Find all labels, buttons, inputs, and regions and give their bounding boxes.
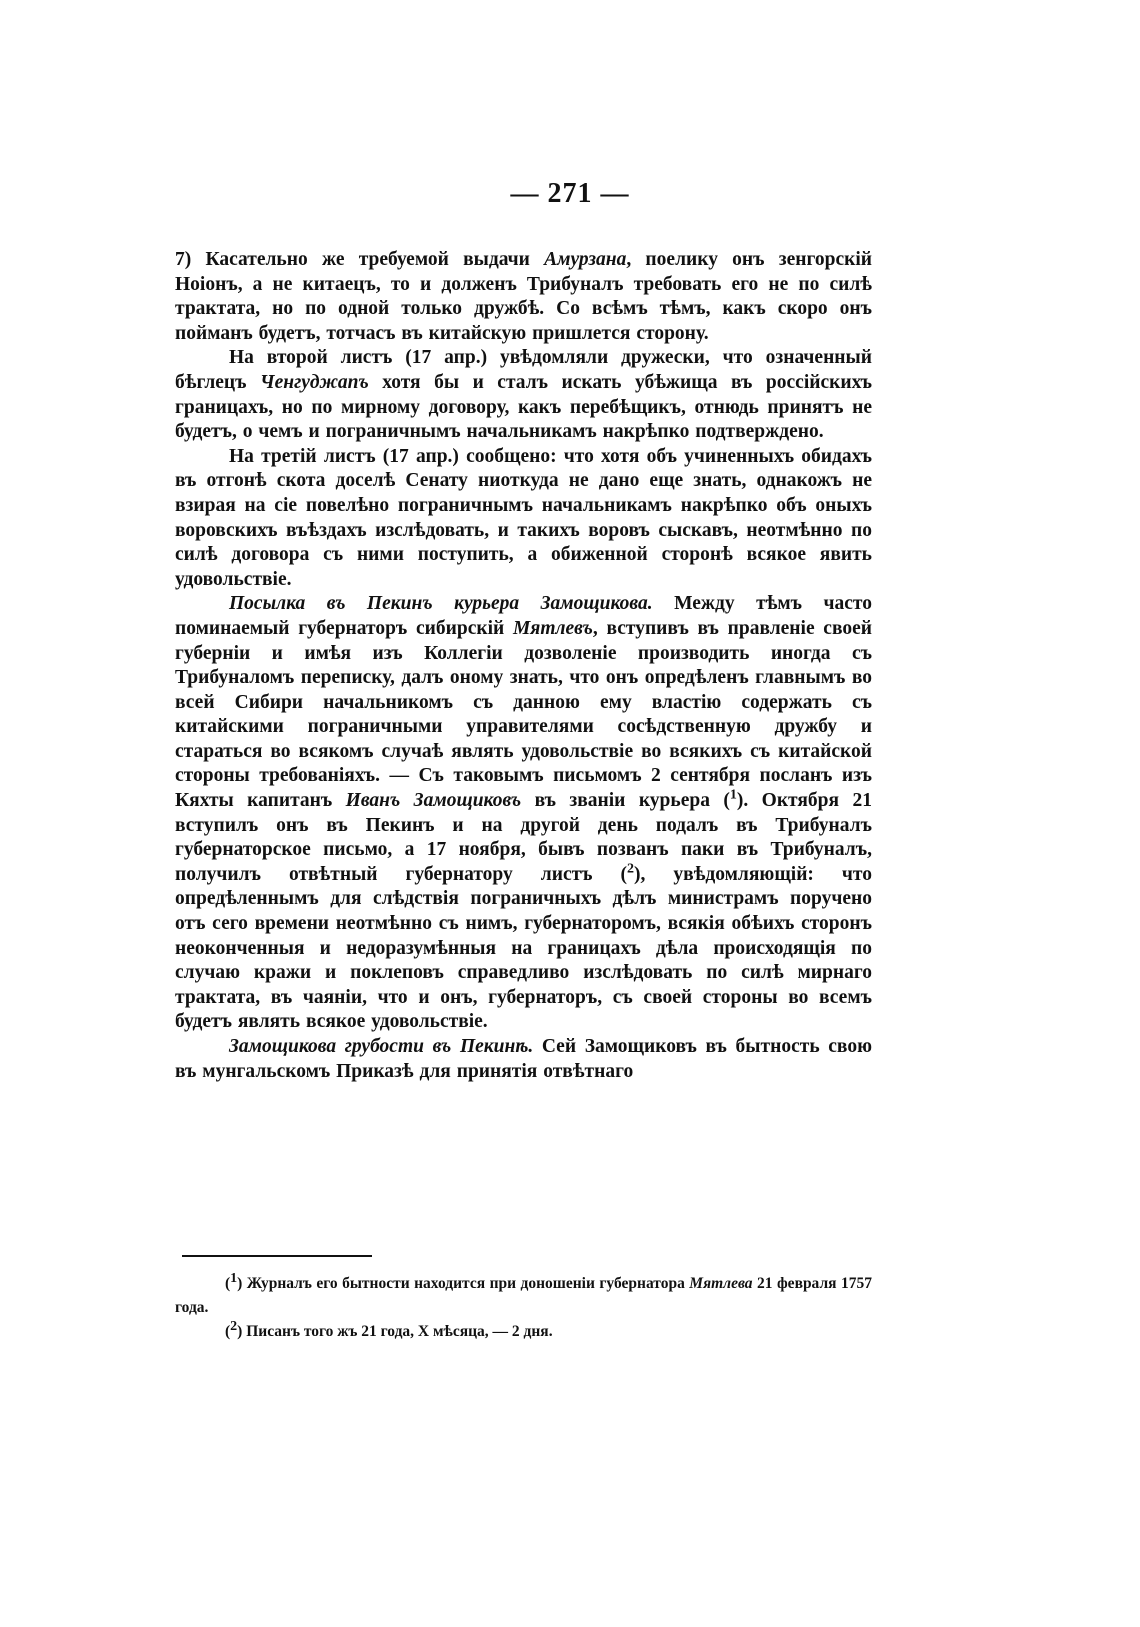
text-run: Сей Замощиковъ въ бытность свою въ мунгальскомъ Приказѣ для принятія отвѣтнаго [175, 1036, 872, 1082]
text-run: ), увѣдомляющій: что опредѣленнымъ для слѣдствія пограничныхъ дѣлъ министрамъ поручено отъ сего времени неотмѣнно съ нимъ, губернаторомъ, всякія обѣихъ сторонъ неоконченныя и недоразумѣнныя на границахъ дѣла происходящія по случаю кражи и поклеповъ справедливо изслѣдовать по силѣ мирнаго трактата, въ чаяніи, что и онъ, губернаторъ, съ своей стороны во всемъ будетъ являть всякое удовольствіе. [175, 863, 872, 1033]
text-run: , поелику онъ зенгорскій Ноіонъ, а не китаецъ, то и долженъ Трибуналъ требовать его не по силѣ трактата, но по одной только дружбѣ. Со всѣмъ тѣмъ, какъ скоро онъ пойманъ будетъ, тотчасъ въ китайскую пришлется сторону. [175, 249, 872, 344]
paragraph-p2 [175, 346, 872, 444]
italic-text: Амурзана [544, 249, 627, 270]
text-run: ( [225, 1323, 231, 1340]
footnote-fn2 [175, 1320, 872, 1344]
italic-text: Ченгуджапъ [260, 371, 369, 393]
text-run: 7) Касательно же требуемой выдачи [175, 249, 545, 270]
text-run: ( [225, 1275, 231, 1292]
footnote-marker: 2 [230, 1318, 238, 1334]
text-run: На третій листъ (17 апр.) сообщено: что хотя объ учиненныхъ обидахъ въ отгонѣ скота доселѣ Сенату ниоткуда не дано еще знать, однакожъ не взирая на сіе повелѣно пограничнымъ начальникамъ накрѣпко объ оныхъ воровскихъ въѣздахъ изслѣдовать, и такихъ воровъ сыскавъ, неотмѣнно по силѣ договора съ ними поступить, а обиженной сторонѣ всякое явить удовольствіе. [175, 445, 872, 590]
text-run: въ званіи курьера ( [521, 790, 730, 812]
italic-text: Иванъ Замощиковъ [345, 790, 522, 812]
footnote-marker: 2 [627, 861, 635, 877]
text-run: ). Октября 21 вступилъ онъ въ Пекинъ и на другой день подалъ въ Трибуналъ губернаторское письмо, а 17 ноября, бывъ позванъ паки въ Трибуналъ, получилъ отвѣтный губернатору листъ ( [175, 790, 872, 885]
page-number: — 271 — [510, 178, 630, 209]
italic-text: Посылка въ Пекинъ курьера Замощикова. [229, 593, 653, 615]
text-run: На второй листъ (17 апр.) увѣдомляли дружески, что означенный бѣглецъ [175, 347, 872, 393]
text-run: Между тѣмъ часто поминаемый губернаторъ сибирскій [175, 593, 872, 639]
footnote-marker: 1 [729, 787, 737, 803]
text-run: ) Журналъ его бытности находится при доношеніи губернатора [237, 1275, 690, 1292]
footnote-marker: 1 [230, 1270, 238, 1286]
paragraph-p5 [175, 1035, 872, 1084]
paragraph-p1 [175, 248, 872, 346]
footnote-fn1 [175, 1272, 872, 1320]
text-run: 21 февраля 1757 года. [175, 1275, 872, 1316]
text-run: , вступивъ въ правленіе своей губерніи и имѣя изъ Коллегіи дозволеніе производить иногда съ Трибуналомъ переписку, далъ оному знать, что онъ опредѣленъ главнымъ во всей Сибири начальникомъ съ данною ему властію содержать съ китайскими пограничными управителями сосѣдственную дружбу и стараться во всякомъ случаѣ являть удовольствіе во всякихъ съ китайской стороны требованіяхъ. — Съ таковымъ письмомъ 2 сентября посланъ изъ Кяхты капитанъ [175, 617, 872, 812]
text-run: хотя бы и сталъ искать убѣжища въ россійскихъ границахъ, но по мирному договору, какъ перебѣщикъ, отнюдь принятъ не будетъ, о чемъ и пограничнымъ начальникамъ накрѣпко подтверждено. [175, 371, 872, 443]
main-text [175, 248, 872, 1084]
footnote-divider [182, 1255, 372, 1257]
italic-text: Замощикова грубости въ Пекинѣ. [229, 1036, 534, 1057]
paragraph-p3 [175, 445, 872, 593]
italic-text: Мятлева [689, 1275, 753, 1292]
footnotes [175, 1272, 872, 1344]
italic-text: Мятлевъ [512, 617, 593, 639]
text-run: ) Писанъ того жъ 21 года, X мѣсяца, — 2 дня. [237, 1323, 553, 1340]
paragraph-p4 [175, 592, 872, 1035]
